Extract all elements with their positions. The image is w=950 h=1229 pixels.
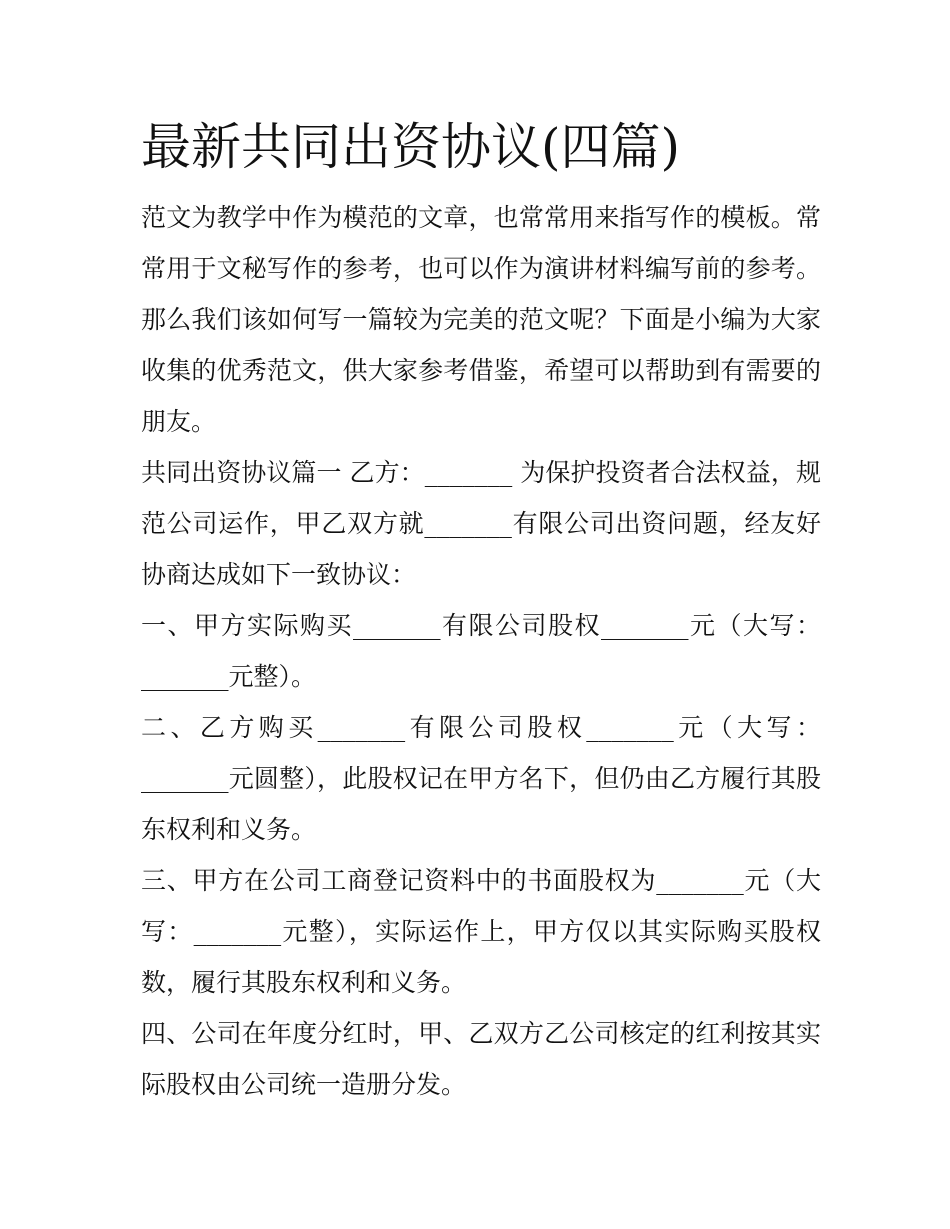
- clause-3: 三、甲方在公司工商登记资料中的书面股权为_______元（大写：_______元整），实际运作上，甲方仅以其实际购买股权数，履行其股东权利和义务。: [141, 866, 821, 997]
- document-title: 最新共同出资协议(四篇): [141, 118, 681, 176]
- clause-1: 一、甲方实际购买_______有限公司股权_______元（大写：_______元整）。: [141, 611, 821, 691]
- clause-4: 四、公司在年度分红时，甲、乙双方乙公司核定的红利按其实际股权由公司统一造册分发。: [141, 1019, 821, 1099]
- agreement-preamble: 共同出资协议篇一 乙方：_______ 为保护投资者合法权益，规范公司运作，甲乙双方就_______有限公司出资问题，经友好协商达成如下一致协议：: [141, 458, 821, 589]
- document-page: [141, 108, 821, 1110]
- intro-paragraph: 范文为教学中作为模范的文章，也常常用来指写作的模板。常常用于文秘写作的参考，也可以作为演讲材料编写前的参考。那么我们该如何写一篇较为完美的范文呢？下面是小编为大家收集的优秀范文，供大家参考借鉴，希望可以帮助到有需要的朋友。: [141, 203, 821, 436]
- clause-2: 二、乙方购买_______有限公司股权_______元（大写：_______元圆整），此股权记在甲方名下，但仍由乙方履行其股东权利和义务。: [141, 713, 821, 844]
